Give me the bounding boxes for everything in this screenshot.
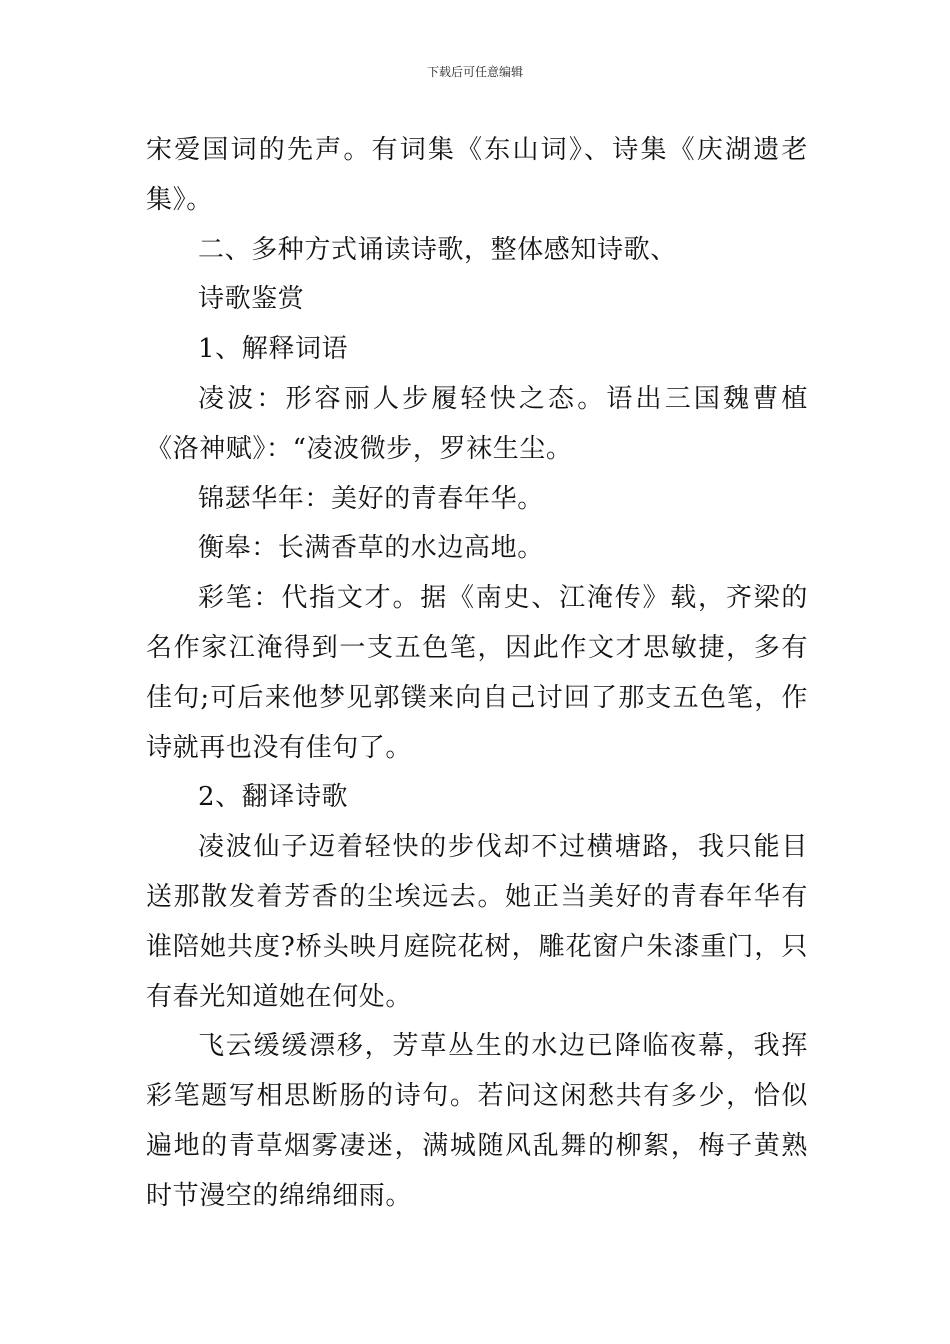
subheading-translate-poem: 2、翻译诗歌 xyxy=(198,782,349,813)
section-heading-recitation: 二、多种方式诵读诗歌，整体感知诗歌、 xyxy=(198,234,677,265)
paragraph-author-works: 宋爱国词的先声。有词集《东山词》、诗集《庆湖遗老集》。 xyxy=(146,135,808,215)
term-caibi: 彩笔：代指文才。据《南史、江淹传》载，齐梁的名作家江淹得到一支五色笔，因此作文才思敏捷，多有佳句;可后来他梦见郭镤来向自己讨回了那支五色笔，作诗就再也没有佳句了。 xyxy=(146,583,808,763)
section-heading-appreciation: 诗歌鉴赏 xyxy=(198,284,305,315)
term-jinse-huanian: 锦瑟华年：美好的青春年华。 xyxy=(198,483,544,514)
translation-paragraph-1: 凌波仙子迈着轻快的步伐却不过横塘路，我只能目送那散发着芳香的尘埃远去。她正当美好的青春年华有谁陪她共度?桥头映月庭院花树，雕花窗户朱漆重门，只有春光知道她在何处。 xyxy=(146,832,808,1012)
page-header: 下载后可任意编辑 xyxy=(426,65,523,79)
term-hengao: 衡皋：长满香草的水边高地。 xyxy=(198,533,544,564)
document-body xyxy=(146,126,808,1222)
translation-paragraph-2: 飞云缓缓漂移，芳草丛生的水边已降临夜幕，我挥彩笔题写相思断肠的诗句。若问这闲愁共有多少，恰似遍地的青草烟雾凄迷，满城随风乱舞的柳絮，梅子黄熟时节漫空的绵绵细雨。 xyxy=(146,1031,808,1211)
term-lingbo: 凌波：形容丽人步履轻快之态。语出三国魏曹植《洛神赋》：“凌波微步，罗袜生尘。 xyxy=(146,383,808,464)
subheading-explain-terms: 1、解释词语 xyxy=(198,334,349,365)
